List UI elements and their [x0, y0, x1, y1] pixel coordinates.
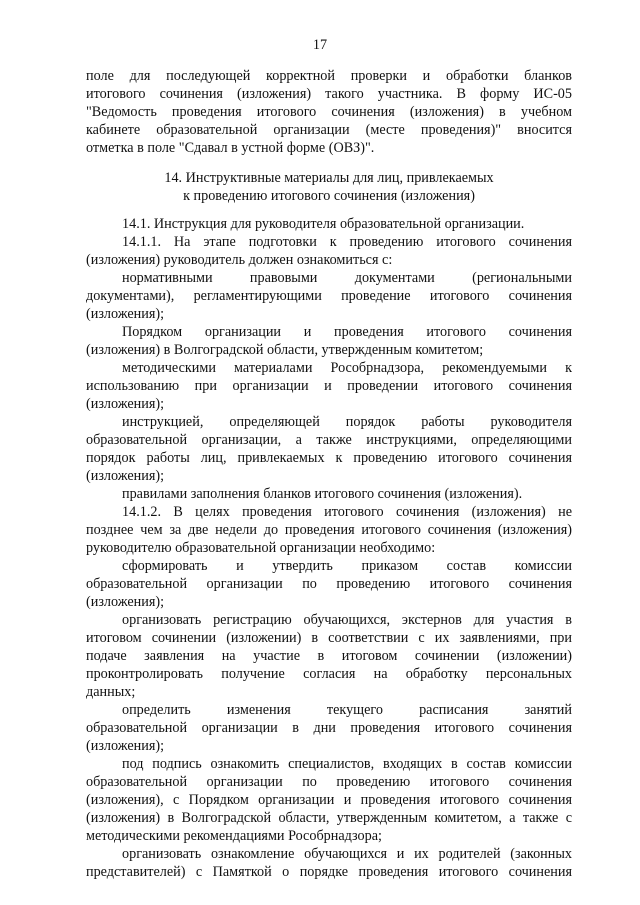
text-line: итоговом сочинении (изложении) в соответствии с их заявлениями, при: [86, 630, 572, 646]
text-line: методическими материалами Рособрнадзора, рекомендуемыми к: [122, 360, 572, 376]
list-item: [86, 269, 572, 323]
text-line: образовательной организации, а также инструкциями, определяющими: [86, 432, 572, 448]
text-line: позднее чем за две недели до проведения итогового сочинения (изложения): [86, 522, 572, 538]
text-line: методическими рекомендациями Рособрнадзора;: [86, 828, 382, 844]
text-line: (изложения);: [86, 468, 165, 484]
text-line: (изложения) в Волгоградской области, утвержденным комитетом, а также с: [86, 810, 572, 826]
document-body: [86, 67, 572, 881]
text-line: представителей) с Памяткой о порядке проведения итогового сочинения: [86, 864, 572, 880]
text-line: (изложения) в Волгоградской области, утвержденным комитетом;: [86, 342, 484, 358]
text-line: (изложения);: [86, 396, 165, 412]
text-line: (изложения);: [86, 306, 165, 322]
list-item: [86, 845, 572, 881]
text-line: 14.1. Инструкция для руководителя образовательной организации.: [122, 216, 525, 232]
list-item: [86, 413, 572, 485]
heading-line: к проведению итогового сочинения (изложения): [183, 188, 475, 204]
text-line: использованию при организации и проведении итогового сочинения: [86, 378, 572, 394]
list-item: [86, 755, 572, 845]
list-item: [86, 485, 572, 503]
paragraph: [86, 215, 572, 233]
text-line: сформировать и утвердить приказом состав комиссии: [122, 558, 572, 574]
text-line: определить изменения текущего расписания занятий: [122, 702, 572, 718]
list-item: [86, 701, 572, 755]
paragraph: [86, 233, 572, 269]
text-line: инструкцией, определяющей порядок работы руководителя: [122, 414, 572, 430]
text-line: образовательной организации по проведению итогового сочинения: [86, 774, 572, 790]
list-item: [86, 611, 572, 701]
text-line: проконтролировать получение согласия на обработку персональных: [86, 666, 572, 682]
list-item: [86, 557, 572, 611]
text-line: образовательной организации по проведению итогового сочинения: [86, 576, 572, 592]
text-line: руководителю образовательной организации необходимо:: [86, 540, 436, 556]
text-line: итогового сочинения (изложения) такого участника. В форму ИС-05: [86, 86, 572, 102]
text-line: 14.1.2. В целях проведения итогового сочинения (изложения) не: [122, 504, 572, 520]
text-line: "Ведомость проведения итогового сочинения (изложения) в учебном: [86, 104, 572, 120]
paragraph: [86, 503, 572, 557]
text-line: (изложения);: [86, 594, 165, 610]
list-item: [86, 359, 572, 413]
text-line: (изложения) руководитель должен ознакомиться с:: [86, 252, 393, 268]
text-line: данных;: [86, 684, 136, 700]
text-line: (изложения), с Порядком организации и проведения итогового сочинения: [86, 792, 572, 808]
text-line: организовать ознакомление обучающихся и их родителей (законных: [122, 846, 572, 862]
heading-line: 14. Инструктивные материалы для лиц, привлекаемых: [164, 170, 494, 186]
text-line: документами), регламентирующими проведение итогового сочинения: [86, 288, 572, 304]
text-line: образовательной организации в дни проведения итогового сочинения: [86, 720, 572, 736]
section-heading: [86, 169, 572, 205]
paragraph: [86, 67, 572, 157]
text-line: (изложения);: [86, 738, 165, 754]
text-line: под подпись ознакомить специалистов, входящих в состав комиссии: [122, 756, 572, 772]
list-item: [86, 323, 572, 359]
text-line: порядок работы лиц, привлекаемых к проведению итогового сочинения: [86, 450, 572, 466]
text-line: нормативными правовыми документами (региональными: [122, 270, 572, 286]
text-line: 14.1.1. На этапе подготовки к проведению итогового сочинения: [122, 234, 572, 250]
page-number: 17: [312, 37, 328, 53]
text-line: Порядком организации и проведения итогового сочинения: [122, 324, 572, 340]
text-line: организовать регистрацию обучающихся, экстернов для участия в: [122, 612, 572, 628]
text-line: подаче заявления на участие в итоговом сочинении (изложении): [86, 648, 572, 664]
text-line: отметка в поле "Сдавал в устной форме (ОВЗ)".: [86, 140, 375, 156]
text-line: кабинете образовательной организации (месте проведения)" вносится: [86, 122, 572, 138]
text-line: правилами заполнения бланков итогового сочинения (изложения).: [122, 486, 523, 502]
text-line: поле для последующей корректной проверки и обработки бланков: [86, 68, 572, 84]
